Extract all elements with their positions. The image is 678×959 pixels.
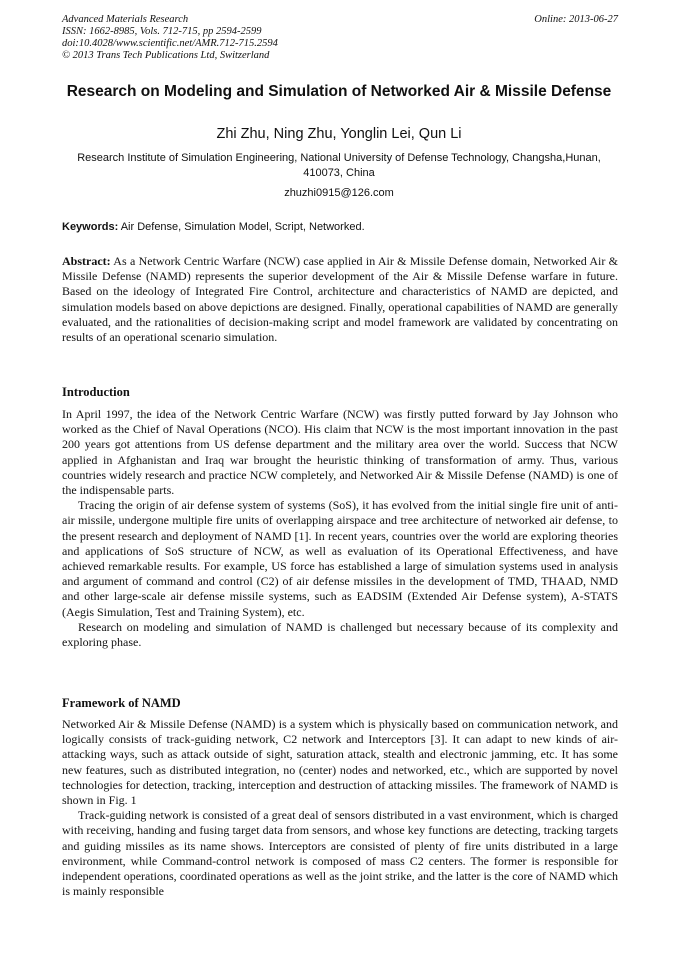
affiliation: Research Institute of Simulation Engineering, National University of Defense Technology, Changsha,Hunan, 410073, China: [77, 152, 601, 179]
keywords-line: [62, 220, 618, 234]
paragraph: Track-guiding network is consisted of a great deal of sensors distributed in a vast environment, which is charged with receiving, handing and fusing target data from sensors, and whose key functions are detecting, tracking targets and guiding missiles as its name shows. Interceptors are consisted of plenty of fire units distributed in a large environment, while Command-control network is composed of mass C2 centers. The former is responsible for independent operations, coordinated operations as well as the joint strike, and the latter is the core of NAMD which is mainly responsible: [62, 808, 618, 899]
keywords-text: Air Defense, Simulation Model, Script, Networked.: [118, 221, 365, 233]
paragraph: Tracing the origin of air defense system of systems (SoS), it has evolved from the initial single fire unit of anti-air missile, undergone multiple fire units of overlapping airspace and tree architecture of networked air defense, to the present research and deployment of NAMD [1]. In recent years, countries over the world are exploring theories and applications of SoS structure of NCW, as well as evaluation of its Operational Effectiveness, and have achieved remarkable results. For example, US force has established a large of simulation systems used in analysis and argument of command and control (C2) of air defense missiles in the development of TMD, THAAD, NMD and other large-scale air defense missile systems, such as EADSIM (Extended Air Defense system), A-STATS (Aegis Simulation, Test and Training System), etc.: [62, 498, 618, 619]
framework-body: [62, 717, 618, 899]
copyright-line: © 2013 Trans Tech Publications Ltd, Switzerland: [62, 50, 270, 61]
paragraph: Networked Air & Missile Defense (NAMD) is a system which is physically based on communication network, and logically consists of track-guiding network, C2 network and Interceptors [3]. It can adapt to new kinds of air-attacking ways, such as attack outside of sight, saturation attack, stealth and electronic jamming, etc. It has some new features, such as distributed integration, no (center) nodes and networked, etc., which are supported by novel technologies for detection, tracking, interception and destruction of attacking missiles. The framework of NAMD is shown in Fig. 1: [62, 717, 618, 808]
paper-title: Research on Modeling and Simulation of Networked Air & Missile Defense: [66, 83, 612, 100]
section-heading-framework: Framework of NAMD: [62, 696, 181, 710]
author-email[interactable]: zhuzhi0915@126.com: [284, 187, 394, 199]
doi-line: doi:10.4028/www.scientific.net/AMR.712-715.2594: [62, 38, 278, 49]
keywords-label: Keywords:: [62, 221, 119, 233]
author-list: Zhi Zhu, Ning Zhu, Yonglin Lei, Qun Li: [216, 126, 462, 142]
paragraph: In April 1997, the idea of the Network Centric Warfare (NCW) was firstly putted forward by Jay Johnson who worked as the Chief of Naval Operations (NCO). His claim that NCW is the most important innovation in the past 200 years got attentions from US defense department and the military area over the world. Success that NCW applied in Afghanistan and Iraq war brought the heuristic thinking of transformation of army. Thus, various countries widely research and practice NCW completely, and Networked Air & Missile Defense (NAMD) is one of the indispensable parts.: [62, 407, 618, 498]
journal-name: Advanced Materials Research: [62, 14, 189, 25]
abstract-text: As a Network Centric Warfare (NCW) case applied in Air & Missile Defense domain, Networked Air & Missile Defense (NAMD) represents the superior development of the Air & Missile Defense warfare in future. Based on the ideology of Integrated Fire Control, architecture and characteristics of NAMD are depicted, and simulation models based on above depictions are designed. Finally, operational capabilities of NAMD are generally evaluated, and the rationalities of decision-making script and model framework are validated by concentrating on results of an operational scenario simulation.: [62, 254, 618, 345]
issn-line: ISSN: 1662-8985, Vols. 712-715, pp 2594-2599: [62, 26, 262, 37]
abstract-label: Abstract:: [62, 254, 111, 268]
introduction-body: [62, 407, 618, 650]
section-heading-introduction: Introduction: [62, 385, 130, 399]
online-date: Online: 2013-06-27: [534, 14, 618, 25]
abstract: [62, 254, 618, 345]
journal-header: [62, 14, 618, 62]
paragraph: Research on modeling and simulation of NAMD is challenged but necessary because of its complexity and exploring phase.: [62, 619, 618, 650]
